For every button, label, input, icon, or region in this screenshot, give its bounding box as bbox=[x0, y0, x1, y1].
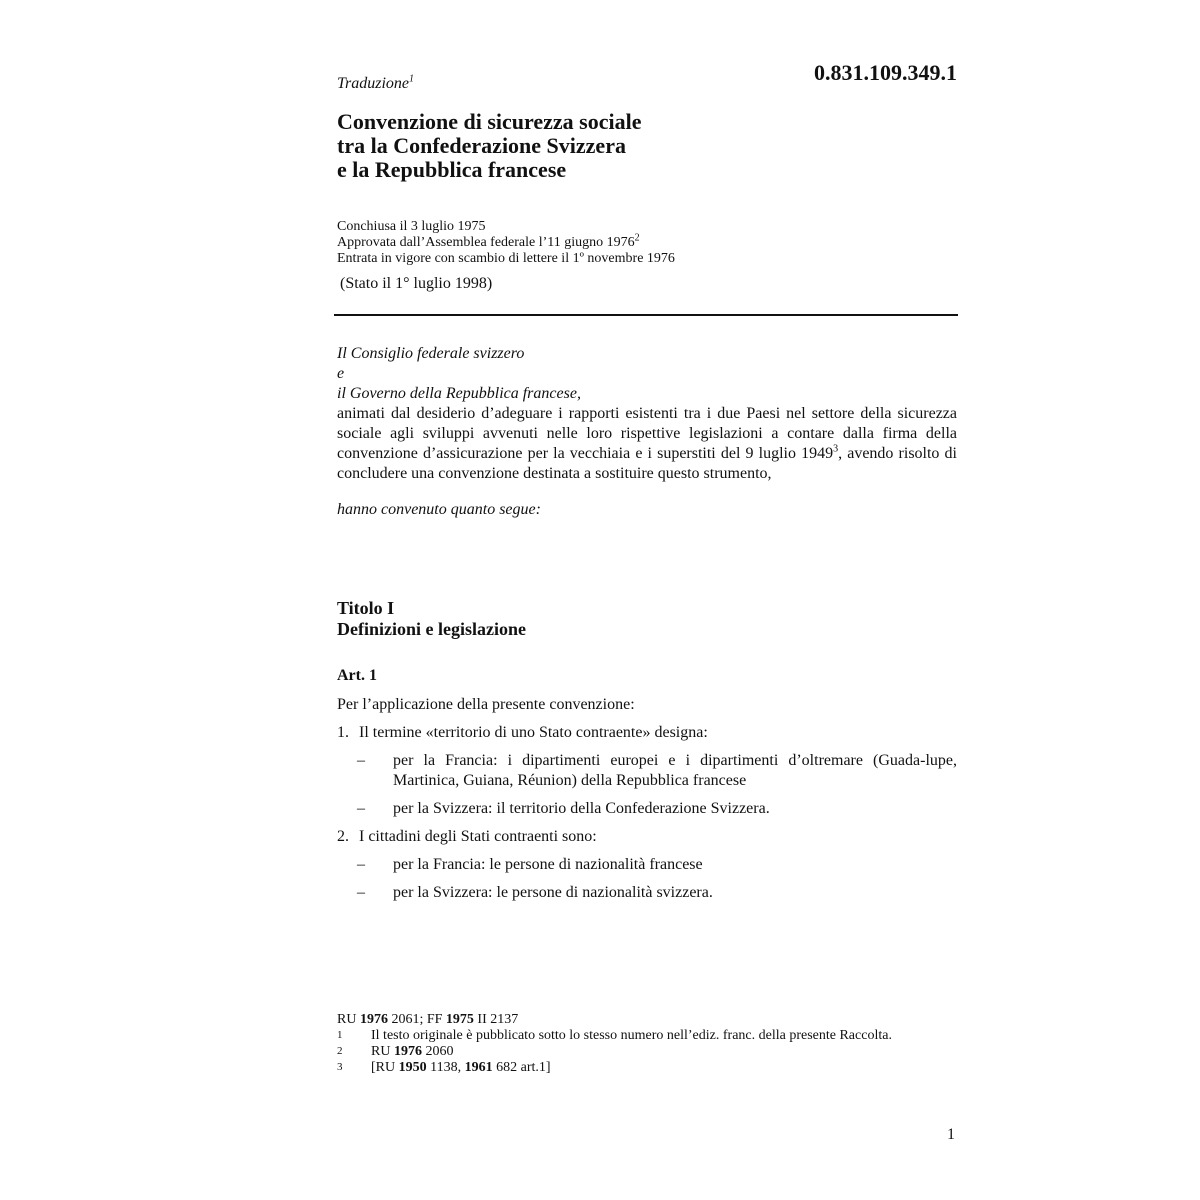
preamble-paragraph: animati dal desiderio d’adeguare i rapporti esistenti tra i due Paesi nel settore della sicurezza sociale agli sviluppi avvenuti nelle loro rispettive legislazioni a contare dalla firma della convenzione d’assicurazione per la vecchiaia e i superstiti del 9 luglio 1949$^3$, avendo risolto di concludere una convenzione destinata a sostituire questo strumento, bbox=[337, 405, 957, 482]
footnote-1: 1 Il testo originale è pubblicato sotto lo stesso numero nell’ediz. franc. della presente Raccolta. bbox=[337, 1028, 892, 1043]
dash-bullet: – bbox=[357, 856, 365, 873]
document-number: 0.831.109.349.1 bbox=[814, 60, 957, 85]
document-title bbox=[337, 110, 957, 182]
list-number: 2. bbox=[337, 828, 349, 845]
dash-bullet: – bbox=[357, 752, 365, 769]
article-body bbox=[337, 695, 957, 911]
footnote-ref-2[interactable]: 2 bbox=[634, 232, 640, 244]
preamble bbox=[337, 344, 957, 520]
document-metadata bbox=[337, 219, 957, 267]
dash-bullet: – bbox=[357, 884, 365, 901]
entry-into-force: Entrata in vigore con scambio di lettere il 1º novembre 1976 bbox=[337, 251, 675, 266]
preamble-party-1: Il Consiglio federale svizzero bbox=[337, 345, 525, 362]
footnote-3: 3 [RU 1950 1138, 1961 682 art.1] bbox=[337, 1060, 551, 1075]
list-subitem: – per la Francia: le persone di nazionalità francese bbox=[337, 855, 957, 875]
source-reference: RU 1976 2061; FF 1975 II 2137 bbox=[337, 1012, 519, 1027]
article-heading: Art. 1 bbox=[337, 667, 377, 684]
translation-text: Traduzione bbox=[337, 75, 410, 92]
list-number: 1. bbox=[337, 724, 349, 741]
footnote-2: 2 RU 1976 2060 bbox=[337, 1044, 454, 1059]
list-subitem: – per la Svizzera: le persone di nazionalità svizzera. bbox=[337, 883, 957, 903]
status-date: (Stato il 1° luglio 1998) bbox=[340, 275, 493, 292]
list-item: 2. I cittadini degli Stati contraenti sono: bbox=[337, 828, 597, 845]
preamble-party-2: il Governo della Repubblica francese, bbox=[337, 385, 581, 402]
footnotes bbox=[337, 1012, 957, 1076]
preamble-conjunction: e bbox=[337, 365, 345, 382]
list-subitem: – per la Svizzera: il territorio della Confederazione Svizzera. bbox=[337, 799, 957, 819]
title-line-2: tra la Confederazione Svizzera bbox=[337, 133, 626, 158]
section-name: Definizioni e legislazione bbox=[337, 619, 526, 639]
title-line-3: e la Repubblica francese bbox=[337, 157, 567, 182]
footnote-ref-1[interactable]: 1 bbox=[409, 73, 415, 85]
preamble-agreement: hanno convenuto quanto segue: bbox=[337, 501, 541, 518]
dash-bullet: – bbox=[357, 800, 365, 817]
title-line-1: Convenzione di sicurezza sociale bbox=[337, 109, 642, 134]
section-title bbox=[337, 598, 957, 640]
translation-label bbox=[337, 75, 414, 93]
approval-date: Approvata dall’Assemblea federale l’11 giugno 1976$^2$ bbox=[337, 232, 640, 250]
header-divider bbox=[334, 314, 958, 316]
article-intro: Per l’applicazione della presente convenzione: bbox=[337, 696, 635, 713]
footnote-ref-3[interactable]: 3 bbox=[833, 443, 839, 455]
page-number: 1 bbox=[947, 1126, 955, 1143]
list-subitem: – per la Francia: i dipartimenti europei e i dipartimenti d’oltremare (Guada-lupe, Martinica, Guiana, Réunion) della Repubblica francese bbox=[337, 751, 957, 791]
conclusion-date: Conchiusa il 3 luglio 1975 bbox=[337, 219, 486, 234]
section-number: Titolo I bbox=[337, 598, 395, 618]
list-item: 1. Il termine «territorio di uno Stato contraente» designa: bbox=[337, 724, 708, 741]
